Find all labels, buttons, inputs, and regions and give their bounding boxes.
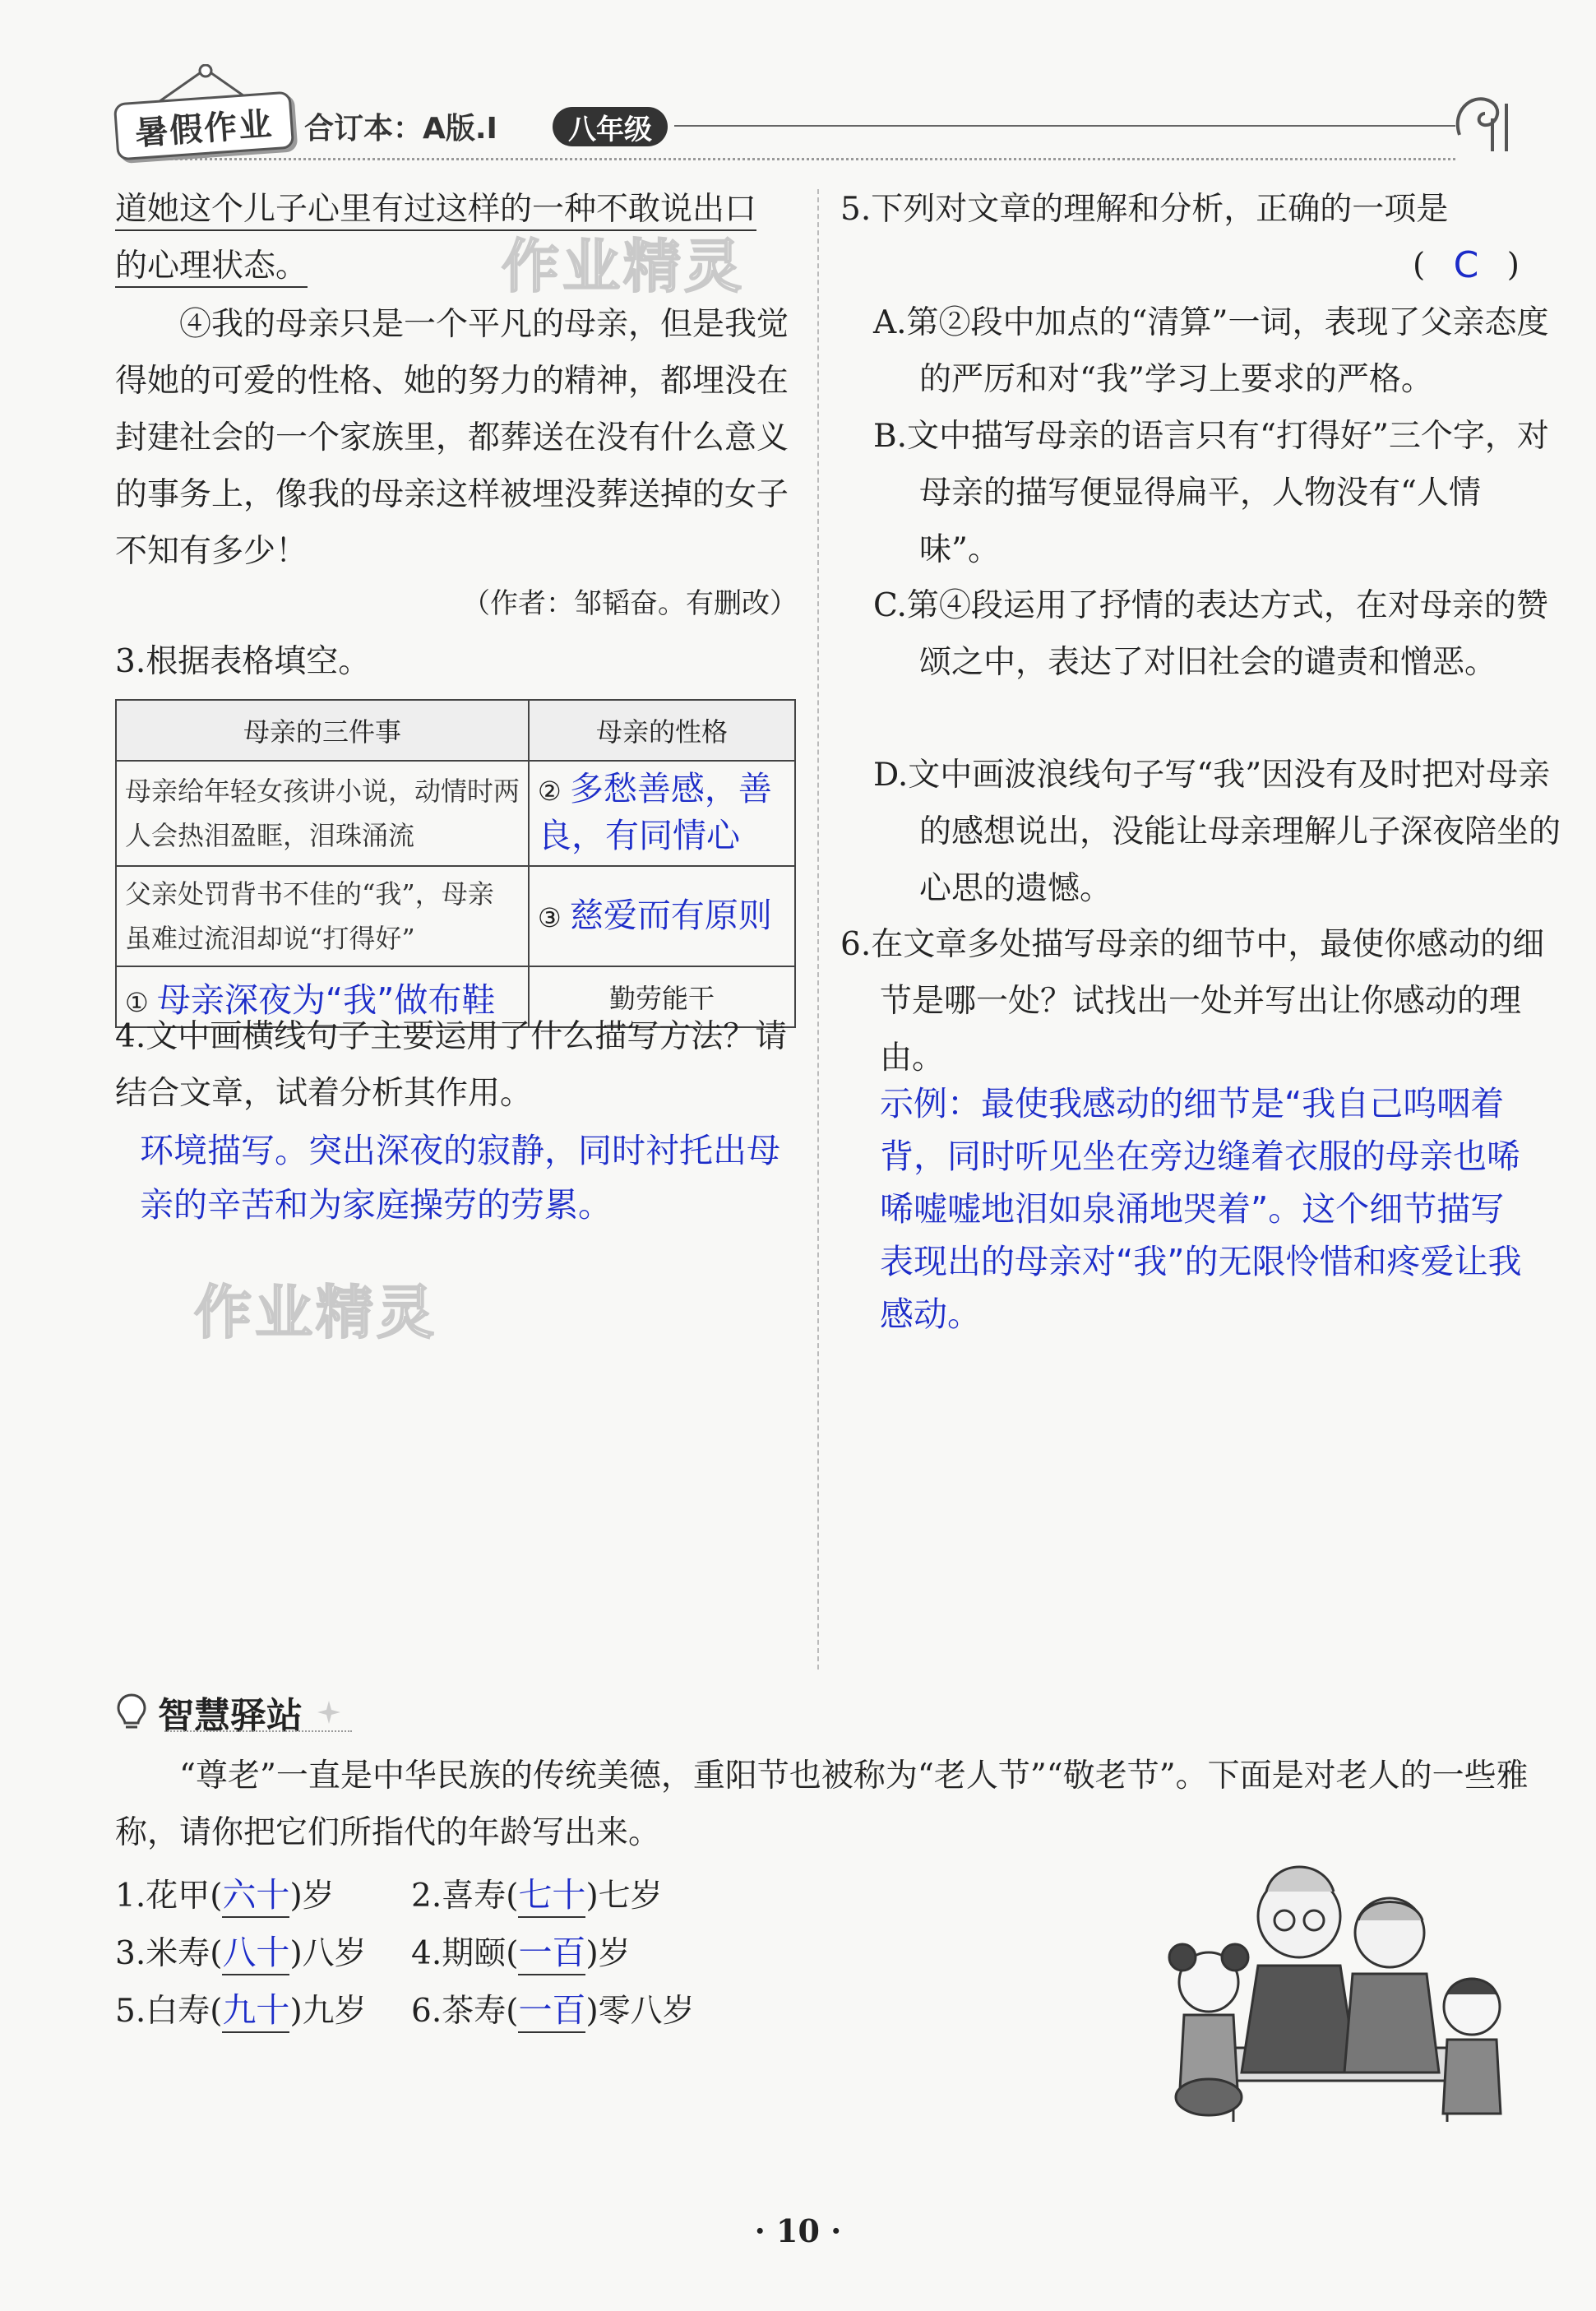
q5-answer-slot xyxy=(1413,237,1520,294)
table-header-events: 母亲的三件事 xyxy=(116,700,529,761)
option-b: B.文中描写母亲的语言只有“打得好”三个字，对母亲的描写便显得扁平，人物没有“人情味”。 xyxy=(873,418,1549,568)
table-row xyxy=(116,866,795,966)
wisdom-title-underline xyxy=(164,1730,352,1732)
answer-xishou: 七十 xyxy=(518,1875,585,1918)
swirl-ornament-icon xyxy=(1447,86,1521,160)
answer-huajia: 六十 xyxy=(222,1875,289,1918)
answer-qiyi: 一百 xyxy=(518,1933,585,1975)
option-a: A.第②段中加点的“清算”一词，表现了父亲态度的严厉和对“我”学习上要求的严格。 xyxy=(873,304,1549,398)
badge-text: 暑假作业 xyxy=(133,104,275,153)
row1-answer: 多愁善感，善良，有同情心 xyxy=(538,769,772,855)
list-item: 3.米寿(八十)八岁 xyxy=(115,1924,411,1982)
row3-answer: 母亲深夜为“我”做布鞋 xyxy=(156,980,496,1020)
underlined-sentence-part2: 的心理状态。 xyxy=(115,248,308,288)
option-c: C.第④段运用了抒情的表达方式，在对母亲的赞颂之中，表达了对旧社会的谴责和憎恶。 xyxy=(873,587,1548,681)
question-5: 5.下列对文章的理解和分析，正确的一项是 xyxy=(840,191,1449,228)
q5-paren-close: ) xyxy=(1506,247,1520,284)
summer-homework-badge xyxy=(113,91,294,161)
sparkle-icon xyxy=(312,1696,345,1729)
question-3: 3.根据表格填空。 xyxy=(115,643,371,680)
list-item: 5.白寿(九十)九岁 xyxy=(115,1982,411,2040)
question-6: 6.在文章多处描写母亲的细节中，最使你感动的细节是哪一处？试找出一处并写出让你感动的理由。 xyxy=(840,926,1545,1077)
lightbulb-icon xyxy=(115,1692,148,1733)
row1-number: ② xyxy=(538,776,562,807)
wisdom-intro: “尊老”一直是中华民族的传统美德，重阳节也被称为“老人节”“敬老节”。下面是对老人的一些雅称，请你把它们所指代的年龄写出来。 xyxy=(115,1758,1529,1851)
watermark-text-2: 作业精灵 xyxy=(194,1279,437,1346)
answer-baishou: 九十 xyxy=(222,1990,289,2033)
row1-event: 母亲给年轻女孩讲小说，动情时两人会热泪盈眶，泪珠涌流 xyxy=(116,761,529,866)
row1-trait xyxy=(529,761,795,866)
header-dotted-rule xyxy=(164,158,1455,160)
q5-answer: C xyxy=(1453,244,1479,286)
page-number: · 10 · xyxy=(754,2212,842,2249)
q5-paren-open: ( xyxy=(1413,247,1426,284)
mother-traits-table xyxy=(115,699,796,1028)
row2-answer: 慈爱而有原则 xyxy=(569,895,772,935)
watermark-text: 作业精灵 xyxy=(502,233,745,300)
table-header-traits: 母亲的性格 xyxy=(529,700,795,761)
answer-4: 环境描写。突出深夜的寂静，同时衬托出母亲的辛苦和为家庭操劳的劳累。 xyxy=(140,1131,780,1225)
family-illustration xyxy=(1143,1842,1521,2138)
row2-event: 父亲处罚背书不佳的“我”，母亲虽难过流泪却说“打得好” xyxy=(116,866,529,966)
grade-pill: 八年级 xyxy=(553,107,668,146)
answer-mishou: 八十 xyxy=(222,1933,289,1975)
question-4: 4.文中画横线句子主要运用了什么描写方法？请结合文章，试着分析其作用。 xyxy=(115,1018,788,1112)
row3-trait: 勤劳能干 xyxy=(529,966,795,1027)
table-row xyxy=(116,761,795,866)
column-divider xyxy=(817,189,819,1670)
book-edition: 合订本：A版.Ⅰ xyxy=(304,112,497,146)
option-d: D.文中画波浪线句子写“我”因没有及时把对母亲的感想说出，没能让母亲理解儿子深夜陪坐的心思的遗憾。 xyxy=(873,757,1561,907)
row2-number: ③ xyxy=(538,901,562,933)
header-rule xyxy=(674,125,1455,127)
answer-6: 示例：最使我感动的细节是“我自己呜咽着背，同时听见坐在旁边缝着衣服的母亲也唏唏嘘嘘地泪如泉涌地哭着”。这个细节描写表现出的母亲对“我”的无限怜惜和疼爱让我感动。 xyxy=(880,1084,1522,1334)
answer-chashou: 一百 xyxy=(518,1990,585,2033)
underlined-sentence-part1: 道她这个儿子心里有过这样的一种不敢说出口 xyxy=(115,191,756,231)
row3-number: ① xyxy=(125,986,149,1018)
wisdom-title: 智慧驿站 xyxy=(158,1695,303,1737)
table-header-row xyxy=(116,700,795,761)
author-credit: （作者：邹韬奋。有删改） xyxy=(462,587,798,620)
list-item: 6.茶寿(一百)零八岁 xyxy=(411,1982,756,2040)
list-item: 2.喜寿(七十)七岁 xyxy=(411,1867,756,1924)
wisdom-answers xyxy=(115,1867,773,2040)
list-item: 1.花甲(六十)岁 xyxy=(115,1867,411,1924)
paragraph-4: ④我的母亲只是一个平凡的母亲，但是我觉得她的可爱的性格、她的努力的精神，都埋没在封建社会的一个家族里，都葬送在没有什么意义的事务上，像我的母亲这样被埋没葬送掉的女子不知有多少！ xyxy=(115,306,789,570)
list-item: 4.期颐(一百)岁 xyxy=(411,1924,756,1982)
row2-trait xyxy=(529,866,795,966)
